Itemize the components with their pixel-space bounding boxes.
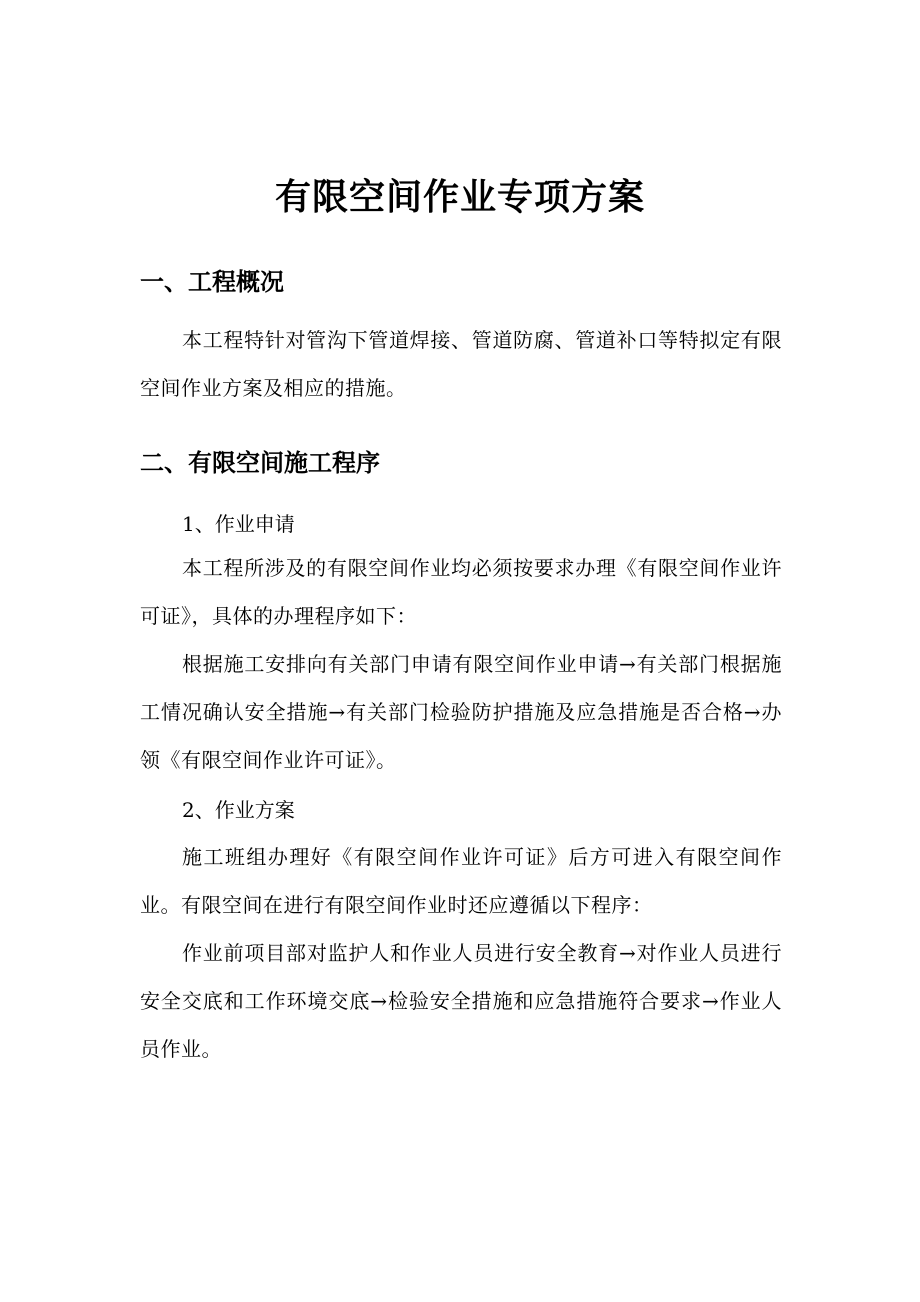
application-paragraph-1: 本工程所涉及的有限空间作业均必须按要求办理《有限空间作业许可证》，具体的办理程序如下： xyxy=(140,556,782,628)
section-heading-overview: 一、工程概况 xyxy=(140,268,284,296)
plan-paragraph-1: 施工班组办理好《有限空间作业许可证》后方可进入有限空间作业。有限空间在进行有限空间作业时还应遵循以下程序： xyxy=(140,845,782,917)
application-paragraph-2: 根据施工安排向有关部门申请有限空间作业申请→有关部门根据施工情况确认安全措施→有关部门检验防护措施及应急措施是否合格→办领《有限空间作业许可证》。 xyxy=(140,652,782,772)
subsection-heading-application: 1、作业申请 xyxy=(182,512,295,536)
overview-paragraph: 本工程特针对管沟下管道焊接、管道防腐、管道补口等特拟定有限空间作业方案及相应的措施。 xyxy=(140,328,782,400)
section-heading-procedure: 二、有限空间施工程序 xyxy=(140,449,380,477)
subsection-heading-plan: 2、作业方案 xyxy=(182,798,295,822)
document-title: 有限空间作业专项方案 xyxy=(274,176,645,218)
plan-paragraph-2: 作业前项目部对监护人和作业人员进行安全教育→对作业人员进行安全交底和工作环境交底→检验安全措施和应急措施符合要求→作业人员作业。 xyxy=(140,941,782,1061)
